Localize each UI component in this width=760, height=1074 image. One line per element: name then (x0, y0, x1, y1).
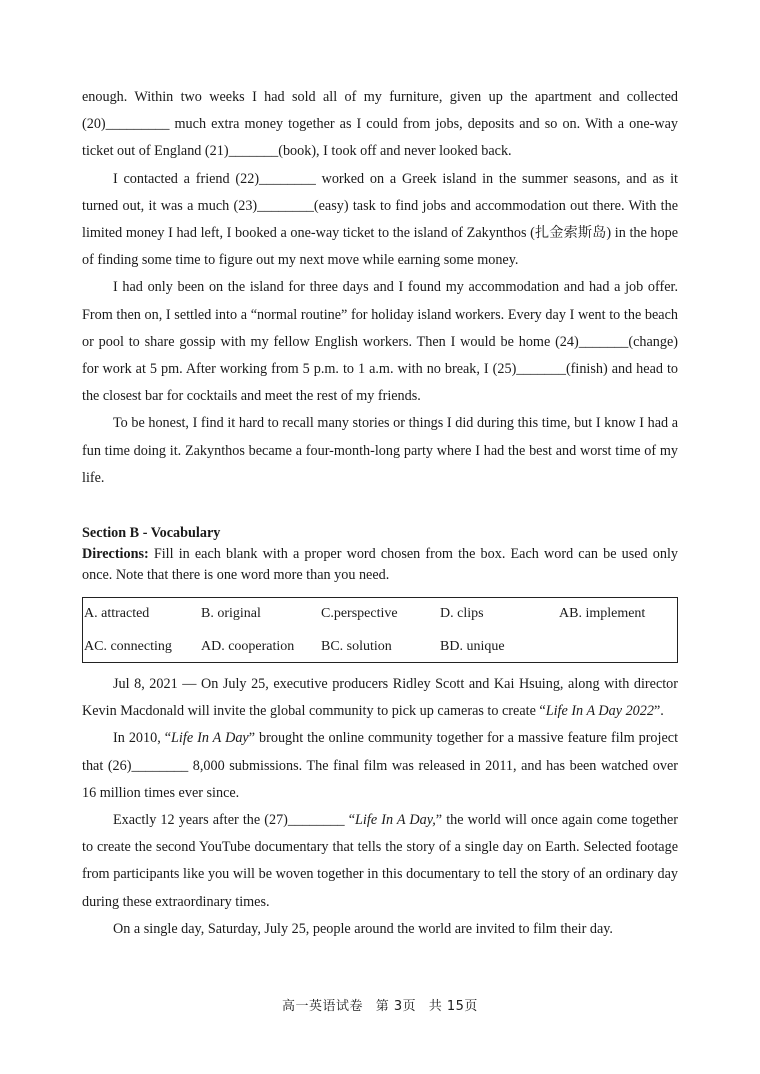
paragraph-b3 (82, 807, 678, 916)
word-option: BD. unique (440, 639, 505, 655)
word-option: AB. implement (559, 606, 646, 622)
text-run: ” brought the online community together for a massive feature film project that (26)________ 8,000 submissions. The final film was released in 2011, and has been watched over 16 million times ever since. (82, 730, 679, 801)
directions-text: Fill in each blank with a proper word chosen from the box. Each word can be used only once. Note that there is one word more than you need. (82, 546, 678, 584)
word-option: AC. connecting (84, 639, 172, 655)
footer-total-pages: 共 15页 (428, 999, 478, 1014)
document-page (82, 84, 678, 943)
paragraph-a3: I had only been on the island for three days and I found my accommodation and had a job offer. From then on, I settled into a “normal routine” for holiday island workers. Every day I went to the beach or pool to share gossip with my fellow English workers. Then I would be home (24)_______(change) for work at 5 pm. After working from 5 p.m. to 1 a.m. with no break, I (25)_______(finish) and head to the closest bar for cocktails and meet the rest of my friends. (82, 279, 678, 405)
text-run: ” the world will once again come together to create the second YouTube documentary that tells the story of a single day on Earth. Selected footage from participants like you will be woven together in this documentary to tell the story of an ordinary day during these extraordinary times. (82, 812, 678, 910)
section-b-directions (82, 544, 678, 586)
paragraph-a4: To be honest, I find it hard to recall many stories or things I did during this time, but I know I had a fun time doing it. Zakynthos became a four-month-long party where I had the best and worst time of my life. (82, 415, 678, 486)
paragraph-a2: I contacted a friend (22)________ worked on a Greek island in the summer seasons, and as it turned out, it was a much (23)________(easy) task to find jobs and accommodation out there. With the limited money I had left, I booked a one-way ticket to the island of Zakynthos (扎金索斯岛) in the hope of finding some time to figure out my next move while earning some money. (82, 170, 678, 269)
film-title: Life In A Day 2022 (545, 703, 654, 720)
section-b-title: Section B - Vocabulary (82, 525, 221, 542)
footer-title: 高一英语试卷 (282, 999, 364, 1014)
text-run: In 2010, “ (113, 730, 172, 747)
film-title: Life In A Day (171, 730, 249, 747)
word-box (82, 597, 678, 663)
page-footer (0, 995, 760, 1014)
directions-label: Directions: (82, 546, 149, 563)
word-option: BC. solution (321, 639, 392, 655)
paragraph-b4: On a single day, Saturday, July 25, people around the world are invited to film their day. (113, 920, 613, 937)
text-run: Jul 8, 2021 — On July 25, executive producers Ridley Scott and Kai Hsuing, along with director Kevin Macdonald will invite the global community to pick up cameras to create “ (82, 676, 678, 720)
word-option: D. clips (440, 606, 484, 622)
word-option: B. original (201, 606, 261, 622)
word-option: AD. cooperation (201, 639, 295, 655)
paragraph-b1 (82, 671, 678, 725)
footer-page-number: 第 3页 (375, 999, 417, 1014)
text-run: ”. (653, 703, 664, 720)
paragraph-a1: enough. Within two weeks I had sold all of my furniture, given up the apartment and collected (20)_________ much extra money together as I could from jobs, deposits and so on. With a one-way ticket out of England (21)_______(book), I took off and never looked back. (82, 89, 678, 160)
text-run: Exactly 12 years after the (27)________ “ (113, 812, 356, 829)
word-option: A. attracted (84, 606, 150, 622)
word-option: C.perspective (321, 606, 398, 622)
paragraph-b2 (82, 725, 678, 807)
film-title: Life In A Day, (355, 812, 436, 829)
